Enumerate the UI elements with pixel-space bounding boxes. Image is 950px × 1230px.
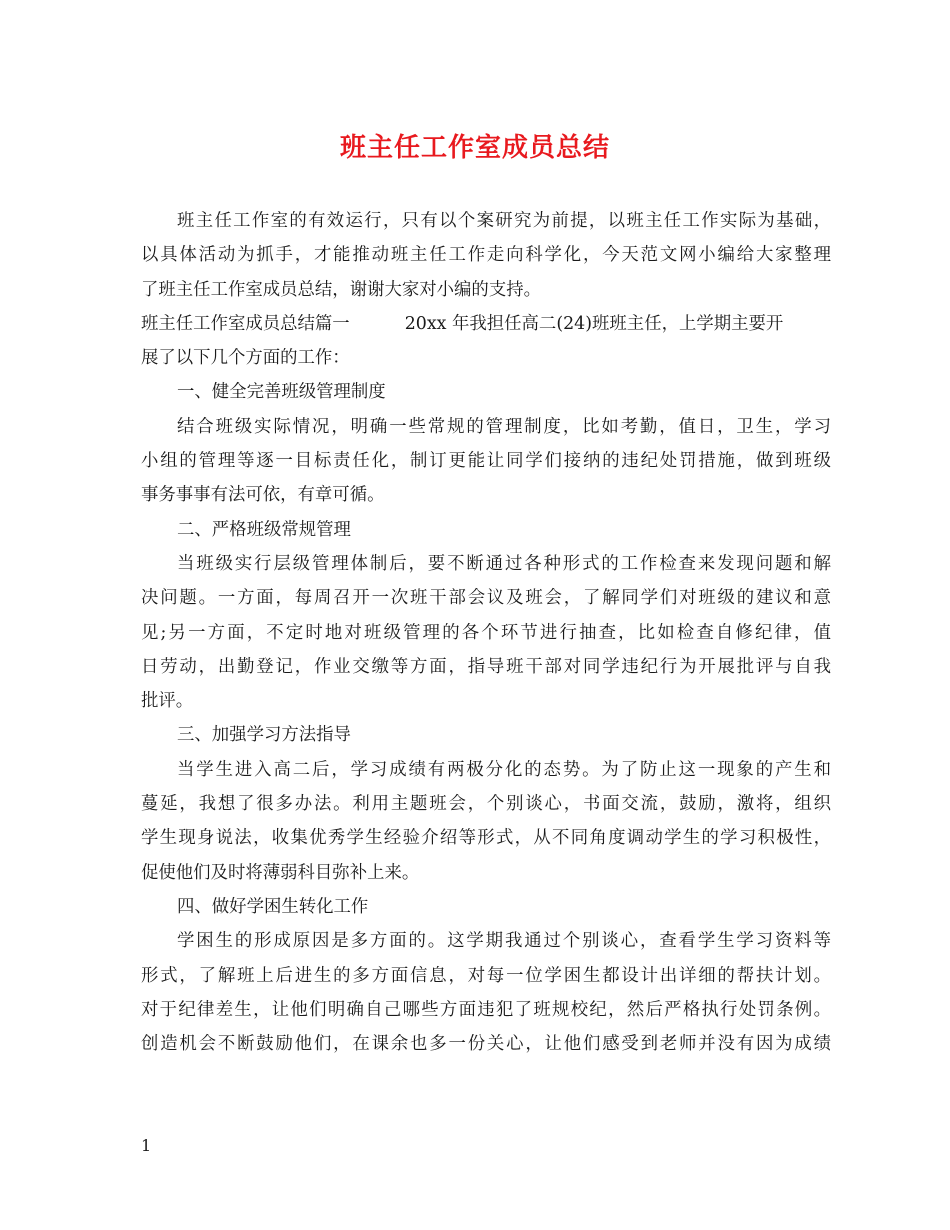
document-body [141,204,831,1061]
paragraph-line: 结合班级实际情况，明确一些常规的管理制度，比如考勤，值日，卫生，学习 [177,416,831,437]
section-heading: 四、做好学困生转化工作 [177,896,369,917]
paragraph-line: 展了以下几个方面的工作： [141,348,350,369]
paragraph-line: 创造机会不断鼓励他们，在课余也多一份关心，让他们感受到老师并没有因为成绩 [141,1034,831,1055]
section-heading: 三、加强学习方法指导 [177,725,351,746]
paragraph-text: 20xx 年我担任高二(24)班班主任，上学期主要开 [404,313,784,334]
paragraph-line: 蔓延，我想了很多办法。利用主题班会，个别谈心，书面交流，鼓励，激将，组织 [141,794,831,815]
paragraph-line: 以具体活动为抓手，才能推动班主任工作走向科学化，今天范文网小编给大家整理 [141,245,831,266]
paragraph-line: 促使他们及时将薄弱科目弥补上来。 [141,862,420,883]
section-heading: 二、严格班级常规管理 [177,519,351,540]
paragraph-line: 小组的管理等逐一目标责任化，制订更能让同学们接纳的违纪处罚措施，做到班级 [141,451,831,472]
page-number: 1 [141,1136,152,1155]
paragraph-line: 当学生进入高二后，学习成绩有两极分化的态势。为了防止这一现象的产生和 [177,759,831,780]
paragraph-line: 对于纪律差生，让他们明确自己哪些方面违犯了班规校纪，然后严格执行处罚条例。 [141,999,831,1020]
paragraph-line: 见;另一方面，不定时地对班级管理的各个环节进行抽查，比如检查自修纪律，值 [141,622,831,643]
paragraph-line: 了班主任工作室成员总结，谢谢大家对小编的支持。 [141,279,541,300]
paragraph-line: 学困生的形成原因是多方面的。这学期我通过个别谈心，查看学生学习资料等 [177,931,831,952]
paragraph-line [141,307,831,341]
section-heading-part-one: 班主任工作室成员总结篇一 [141,313,350,334]
paragraph-line: 当班级实行层级管理体制后，要不断通过各种形式的工作检查来发现问题和解 [177,553,831,574]
paragraph-line: 班主任工作室的有效运行，只有以个案研究为前提，以班主任工作实际为基础， [177,211,831,231]
paragraph-line: 日劳动，出勤登记，作业交缴等方面，指导班干部对同学违纪行为开展批评与自我 [141,656,831,677]
section-heading: 一、健全完善班级管理制度 [177,382,386,403]
paragraph-line: 决问题。一方面，每周召开一次班干部会议及班会，了解同学们对班级的建议和意 [141,588,831,609]
paragraph-line: 批评。 [141,691,194,712]
paragraph-line: 形式，了解班上后进生的多方面信息，对每一位学困生都设计出详细的帮扶计划。 [141,965,831,986]
paragraph-line: 学生现身说法，收集优秀学生经验介绍等形式，从不同角度调动学生的学习积极性， [141,828,831,849]
document-title: 班主任工作室成员总结 [339,133,610,163]
paragraph-line: 事务事事有法可依，有章可循。 [141,485,385,506]
